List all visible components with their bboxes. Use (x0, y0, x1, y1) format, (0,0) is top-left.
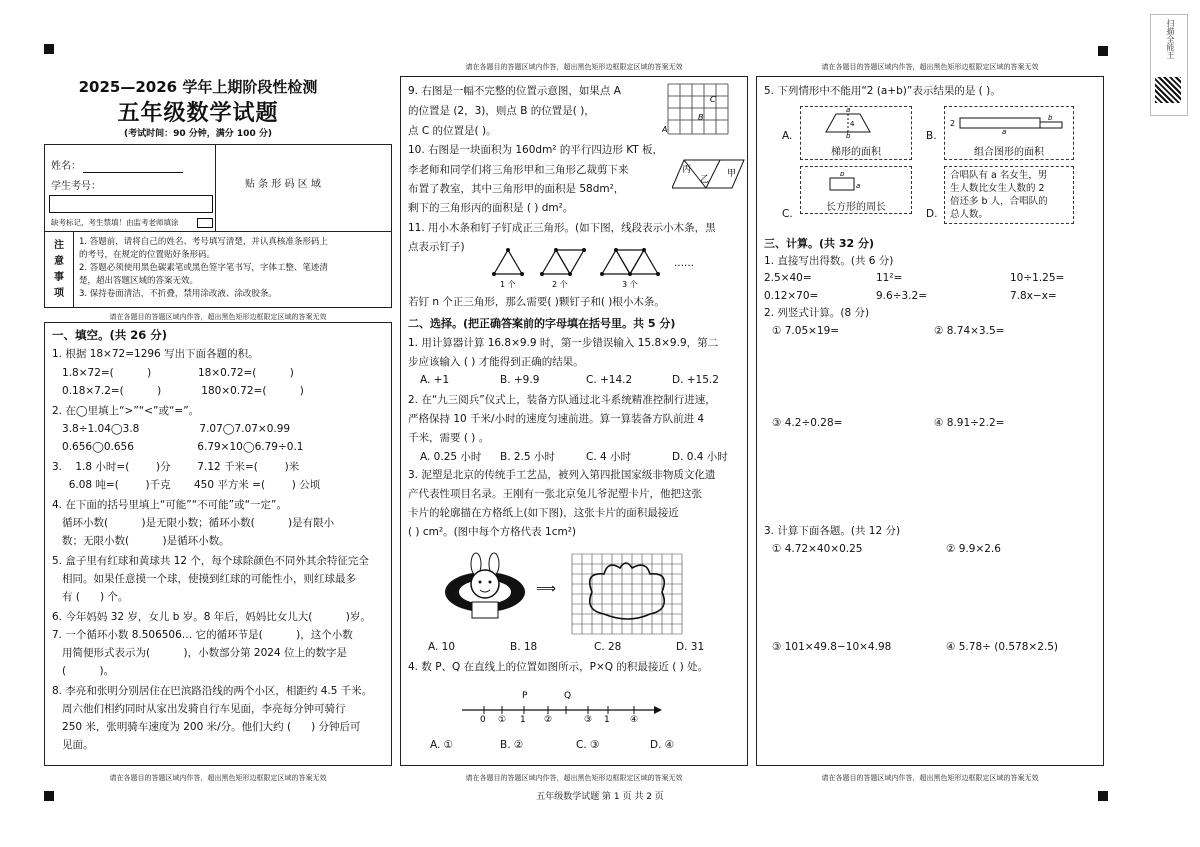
arrow-icon: ⟹ (536, 581, 557, 597)
answer-area-warning: 请在各题目的答题区域内作答，超出黑色矩形边框限定区域的答案无效 (109, 313, 327, 321)
tick-label: ④ (630, 715, 639, 724)
qr-code (1155, 77, 1181, 103)
choice-option: C. +14.2 (586, 374, 633, 386)
vertical-calc-item: ④ 8.91÷2.2= (934, 417, 1005, 429)
fill-in-line: 0.18×7.2=( ) 180×0.72=( ) (52, 385, 304, 397)
answer-area-warning: 请在各题目的答题区域内作答，超出黑色矩形边框限定区域的答案无效 (465, 63, 683, 71)
svg-text:b: b (840, 172, 845, 178)
choice-1-line: 步应该输入 ( ) 才能得到正确的结果。 (408, 356, 584, 368)
svg-text:a: a (846, 108, 851, 114)
parallelogram-figure (672, 156, 746, 192)
student-id-field[interactable] (49, 195, 213, 213)
choice-option: A. +1 (420, 374, 450, 386)
choice-option: A. 0.25 小时 (420, 451, 482, 463)
direct-calc-item: 0.12×70= (764, 290, 819, 302)
fill-in-line: 1. 根据 18×72=1296 写出下面各题的积。 (52, 348, 259, 360)
notice-title: 注 意 事 项 (54, 240, 64, 299)
calc-item: ③ 101×49.8−10×4.98 (772, 641, 892, 653)
svg-text:b: b (1048, 114, 1053, 122)
choice-4-line: 4. 数 P、Q 在直线上的位置如图所示，P×Q 的积最接近 ( ) 处。 (408, 661, 709, 673)
choice-option: C. ③ (576, 739, 600, 751)
subsection-title: 2. 列竖式计算。(8 分) (764, 307, 870, 319)
choice-2-line: 2. 在“九三阅兵”仪式上，装备方队通过北斗系统精准控制行进速， (408, 394, 716, 406)
choice-option: A. ① (430, 739, 454, 751)
option-caption: 组合图形的面积 (974, 147, 1044, 158)
calc-item: ① 4.72×40×0.25 (772, 543, 863, 555)
question-9-line: 9. 右图是一幅不完整的位置示意图，如果点 A (408, 85, 621, 97)
option-d-text: 合唱队有 a 名女生，男 (950, 170, 1048, 181)
choice-option: C. 4 小时 (586, 451, 632, 463)
choice-3-line: 卡片的轮廓描在方格纸上(如下图)，这张卡片的面积最接近 (408, 507, 679, 519)
question-9-line: 点 C 的位置是( )。 (408, 125, 497, 137)
rectangle-figure (828, 172, 868, 194)
svg-text:b: b (846, 132, 851, 138)
fill-in-line: 周六他们相约同时从家出发骑自行车见面，李亮每分钟可骑行 (52, 703, 346, 715)
number-line-figure (456, 684, 662, 724)
fill-in-line: 用简便形式表示为( )，小数部分第 2024 位上的数字是 (52, 647, 347, 659)
option-letter: B. (926, 130, 937, 142)
direct-calc-item: 2.5×40= (764, 272, 812, 284)
option-letter: A. (782, 130, 793, 142)
scanner-stamp (1150, 14, 1188, 116)
option-caption: 长方形的周长 (826, 202, 886, 213)
absent-mark-label: 缺考标记，考生禁填！由监考老师填涂 (51, 218, 179, 227)
fill-in-line: 见面。 (52, 739, 94, 751)
fill-in-line: 循环小数( )是无限小数；循环小数( )是有限小 (52, 517, 335, 529)
tick-label: ③ (584, 715, 593, 724)
fill-in-line: 相同。如果任意摸一个球，使摸到红球的可能性小，则红球最多 (52, 573, 357, 585)
choice-2-line: 严格保持 10 千米/小时的速度匀速前进。算一算装备方队前进 4 (408, 413, 705, 425)
absent-mark-box[interactable] (197, 218, 213, 228)
option-letter: D. (926, 208, 938, 220)
fill-in-line: 6.08 吨=( )千克 450 平方米 =( ) 公顷 (52, 479, 321, 491)
section-title: 二、选择。(把正确答案前的字母填在括号里。共 5 分) (408, 317, 676, 330)
question-9-line: 的位置是 (2，3)，则点 B 的位置是( )， (408, 105, 595, 117)
tick-label: ① (498, 715, 507, 724)
choice-3-line: 3. 泥塑是北京的传统手工艺品，被列入第四批国家级非物质文化遗 (408, 469, 716, 481)
fill-in-line: 2. 在◯里填上“>”“<”或“=”。 (52, 405, 200, 417)
tick-label: ② (544, 715, 553, 724)
question-11-line: 若钉 n 个正三角形，那么需要( )颗钉子和( )根小木条。 (408, 296, 665, 308)
subsection-title: 1. 直接写出得数。(共 6 分) (764, 255, 894, 267)
fill-in-line: 4. 在下面的括号里填上“可能”“不可能”或“一定”。 (52, 499, 287, 511)
choice-3-line: 产代表性项目名录。王刚有一张北京兔儿爷泥塑卡片，他把这张 (408, 488, 702, 500)
direct-calc-item: 10÷1.25= (1010, 272, 1065, 284)
student-info-box (44, 144, 392, 232)
option-d-text: 倍还多 b 人，合唱队的 (950, 196, 1048, 207)
choice-option: B. 2.5 小时 (500, 451, 555, 463)
question-10-line: 10. 右图是一块面积为 160dm² 的平行四边形 KT 板， (408, 144, 664, 156)
choice-option: D. ④ (650, 739, 675, 751)
direct-calc-item: 9.6÷3.2= (876, 290, 927, 302)
answer-area-warning: 请在各题目的答题区域内作答，超出黑色矩形边框限定区域的答案无效 (821, 63, 1039, 71)
fill-in-line: ( )。 (52, 665, 115, 677)
svg-text:a: a (1002, 128, 1007, 134)
triangle-label: 甲 (727, 169, 737, 179)
figure-label: 1 个 (500, 280, 516, 289)
figure-label: 3 个 (622, 280, 638, 289)
vertical-calc-item: ① 7.05×19= (772, 325, 840, 337)
option-d-text: 生人数比女生人数的 2 (950, 183, 1045, 194)
fill-in-line: 6. 今年妈妈 32 岁，女儿 b 岁。8 年后，妈妈比女儿大( )岁。 (52, 611, 371, 623)
tick-label: 0 (480, 715, 486, 724)
figure-label: 2 个 (552, 280, 568, 289)
answer-area-warning: 请在各题目的答题区域内作答，超出黑色矩形边框限定区域的答案无效 (465, 774, 683, 782)
registration-mark (44, 791, 54, 801)
choice-option: A. 10 (428, 641, 456, 653)
position-grid-figure (662, 80, 738, 140)
svg-text:B: B (698, 113, 704, 122)
question-10-line: 李老师和同学们将三角形甲和三角形乙裁剪下来 (408, 164, 629, 176)
choice-option: B. 18 (510, 641, 538, 653)
fill-in-line: 0.656◯0.656 6.79×10◯6.79÷0.1 (52, 441, 304, 453)
svg-text:A: A (662, 125, 668, 134)
fill-in-line: 1.8×72=( ) 18×0.72=( ) (52, 367, 294, 379)
choice-option: D. 31 (676, 641, 705, 653)
point-label: P (522, 691, 528, 701)
choice-option: B. +9.9 (500, 374, 540, 386)
trapezoid-figure (820, 108, 880, 138)
student-id-label: 学生考号： (51, 181, 101, 192)
direct-calc-item: 7.8x−x= (1010, 290, 1057, 302)
notice-line: 3. 保持卷面清洁，不折叠，禁用涂改液、涂改胶条。 (79, 289, 277, 299)
option-letter: C. (782, 208, 793, 220)
fill-in-line: 8. 李亮和张明分别居住在巴滨路沿线的两个小区，相距约 4.5 千米。 (52, 685, 373, 697)
choice-5-line: 5. 下列情形中不能用“2 (a+b)”表示结果的是 ( )。 (764, 85, 1001, 97)
fill-in-line: 250 米，张明骑车速度为 200 米/分。他们大约 ( ) 分钟后可 (52, 721, 361, 733)
question-11-line: 点表示钉子) (408, 241, 465, 253)
question-10-line: 剩下的三角形丙的面积是 ( ) dm²。 (408, 202, 574, 214)
exam-duration: (考试时间：90 分钟，满分 100 分) (124, 129, 272, 139)
scanner-logo-text: 扫描全能王 (1166, 19, 1175, 59)
fill-in-line: 7. 一个循环小数 8.506506… 它的循环节是( )，这个小数 (52, 629, 353, 641)
option-d-text: 总人数。 (950, 209, 989, 220)
question-10-line: 布置了教室，其中三角形甲的面积是 58dm²， (408, 183, 625, 195)
name-label: 姓名： (51, 161, 81, 172)
choice-2-line: 千米，需要 ( ) 。 (408, 432, 490, 444)
notice-line: 2. 答题必须使用黑色碳素笔或黑色签字笔书写，字体工整、笔迹清 (79, 263, 328, 273)
calc-item: ④ 5.78÷ (0.578×2.5) (946, 641, 1059, 653)
svg-text:2: 2 (950, 119, 956, 128)
section-title: 一、填空。(共 26 分) (52, 328, 168, 342)
name-field[interactable] (83, 172, 183, 173)
notice-box (44, 232, 392, 308)
section-title: 三、计算。(共 32 分) (764, 237, 875, 250)
vertical-calc-item: ③ 4.2÷0.28= (772, 417, 843, 429)
fill-in-line: 有 ( ) 个。 (52, 591, 129, 603)
triangle-sticks-figure (480, 244, 710, 290)
answer-area-warning: 请在各题目的答题区域内作答，超出黑色矩形边框限定区域的答案无效 (109, 774, 327, 782)
fill-in-line: 3.8÷1.04◯3.8 7.07◯7.07×0.99 (52, 423, 291, 435)
svg-text:a: a (856, 182, 861, 190)
choice-option: D. 0.4 小时 (672, 451, 728, 463)
vertical-calc-item: ② 8.74×3.5= (934, 325, 1005, 337)
choice-3-line: ( ) cm²。(图中每个方格代表 1cm²) (408, 526, 576, 538)
choice-option: D. +15.2 (672, 374, 719, 386)
choice-option: C. 28 (594, 641, 622, 653)
point-label: Q (564, 691, 572, 701)
svg-text:4: 4 (850, 120, 855, 128)
notice-line: 楚，超出答题区域的答案无效。 (79, 276, 199, 286)
triangle-label: 乙 (700, 175, 710, 185)
rabbit-clay-figure (440, 552, 530, 626)
composite-figure (950, 112, 1068, 134)
exam-title: 五年级数学试题 (117, 101, 279, 126)
calc-item: ② 9.9×2.6 (946, 543, 1001, 555)
registration-mark (1098, 791, 1108, 801)
page-footer: 五年级数学试题 第 1 页 共 2 页 (536, 792, 664, 802)
fill-in-line: 5. 盒子里有红球和黄球共 12 个，每个球除颜色不同外其余特征完全 (52, 555, 369, 567)
choice-option: B. ② (500, 739, 524, 751)
fill-in-line: 数；无限小数( )是循环小数。 (52, 535, 230, 547)
triangle-label: 丙 (682, 165, 692, 175)
exam-year-title: 2025—2026 学年上期阶段性检测 (78, 78, 318, 96)
grid-outline-figure (570, 552, 684, 638)
subsection-title: 3. 计算下面各题。(共 12 分) (764, 525, 901, 537)
direct-calc-item: 11²= (876, 272, 903, 284)
tick-label: 1 (604, 715, 610, 724)
fill-in-line: 3. 1.8 小时=( )分 7.12 千米=( )米 (52, 461, 300, 473)
notice-line: 1. 答题前，请将自己的姓名、考号填写清楚，并认真核准条形码上 (79, 237, 328, 247)
choice-1-line: 1. 用计算器计算 16.8×9.9 时，第一步错误输入 15.8×9.9，第二 (408, 337, 719, 349)
tick-label: 1 (520, 715, 526, 724)
notice-line: 的考号，在规定的位置贴好条形码。 (79, 250, 216, 260)
option-caption: 梯形的面积 (831, 147, 881, 158)
figure-label: …… (674, 258, 694, 269)
registration-mark (44, 44, 54, 54)
svg-text:C: C (710, 95, 716, 104)
question-11-line: 11. 用小木条和钉子钉成正三角形。(如下图，线段表示小木条，黑 (408, 222, 716, 234)
barcode-area: 贴 条 形 码 区 域 (245, 179, 321, 190)
answer-area-warning: 请在各题目的答题区域内作答，超出黑色矩形边框限定区域的答案无效 (821, 774, 1039, 782)
registration-mark (1098, 46, 1108, 56)
